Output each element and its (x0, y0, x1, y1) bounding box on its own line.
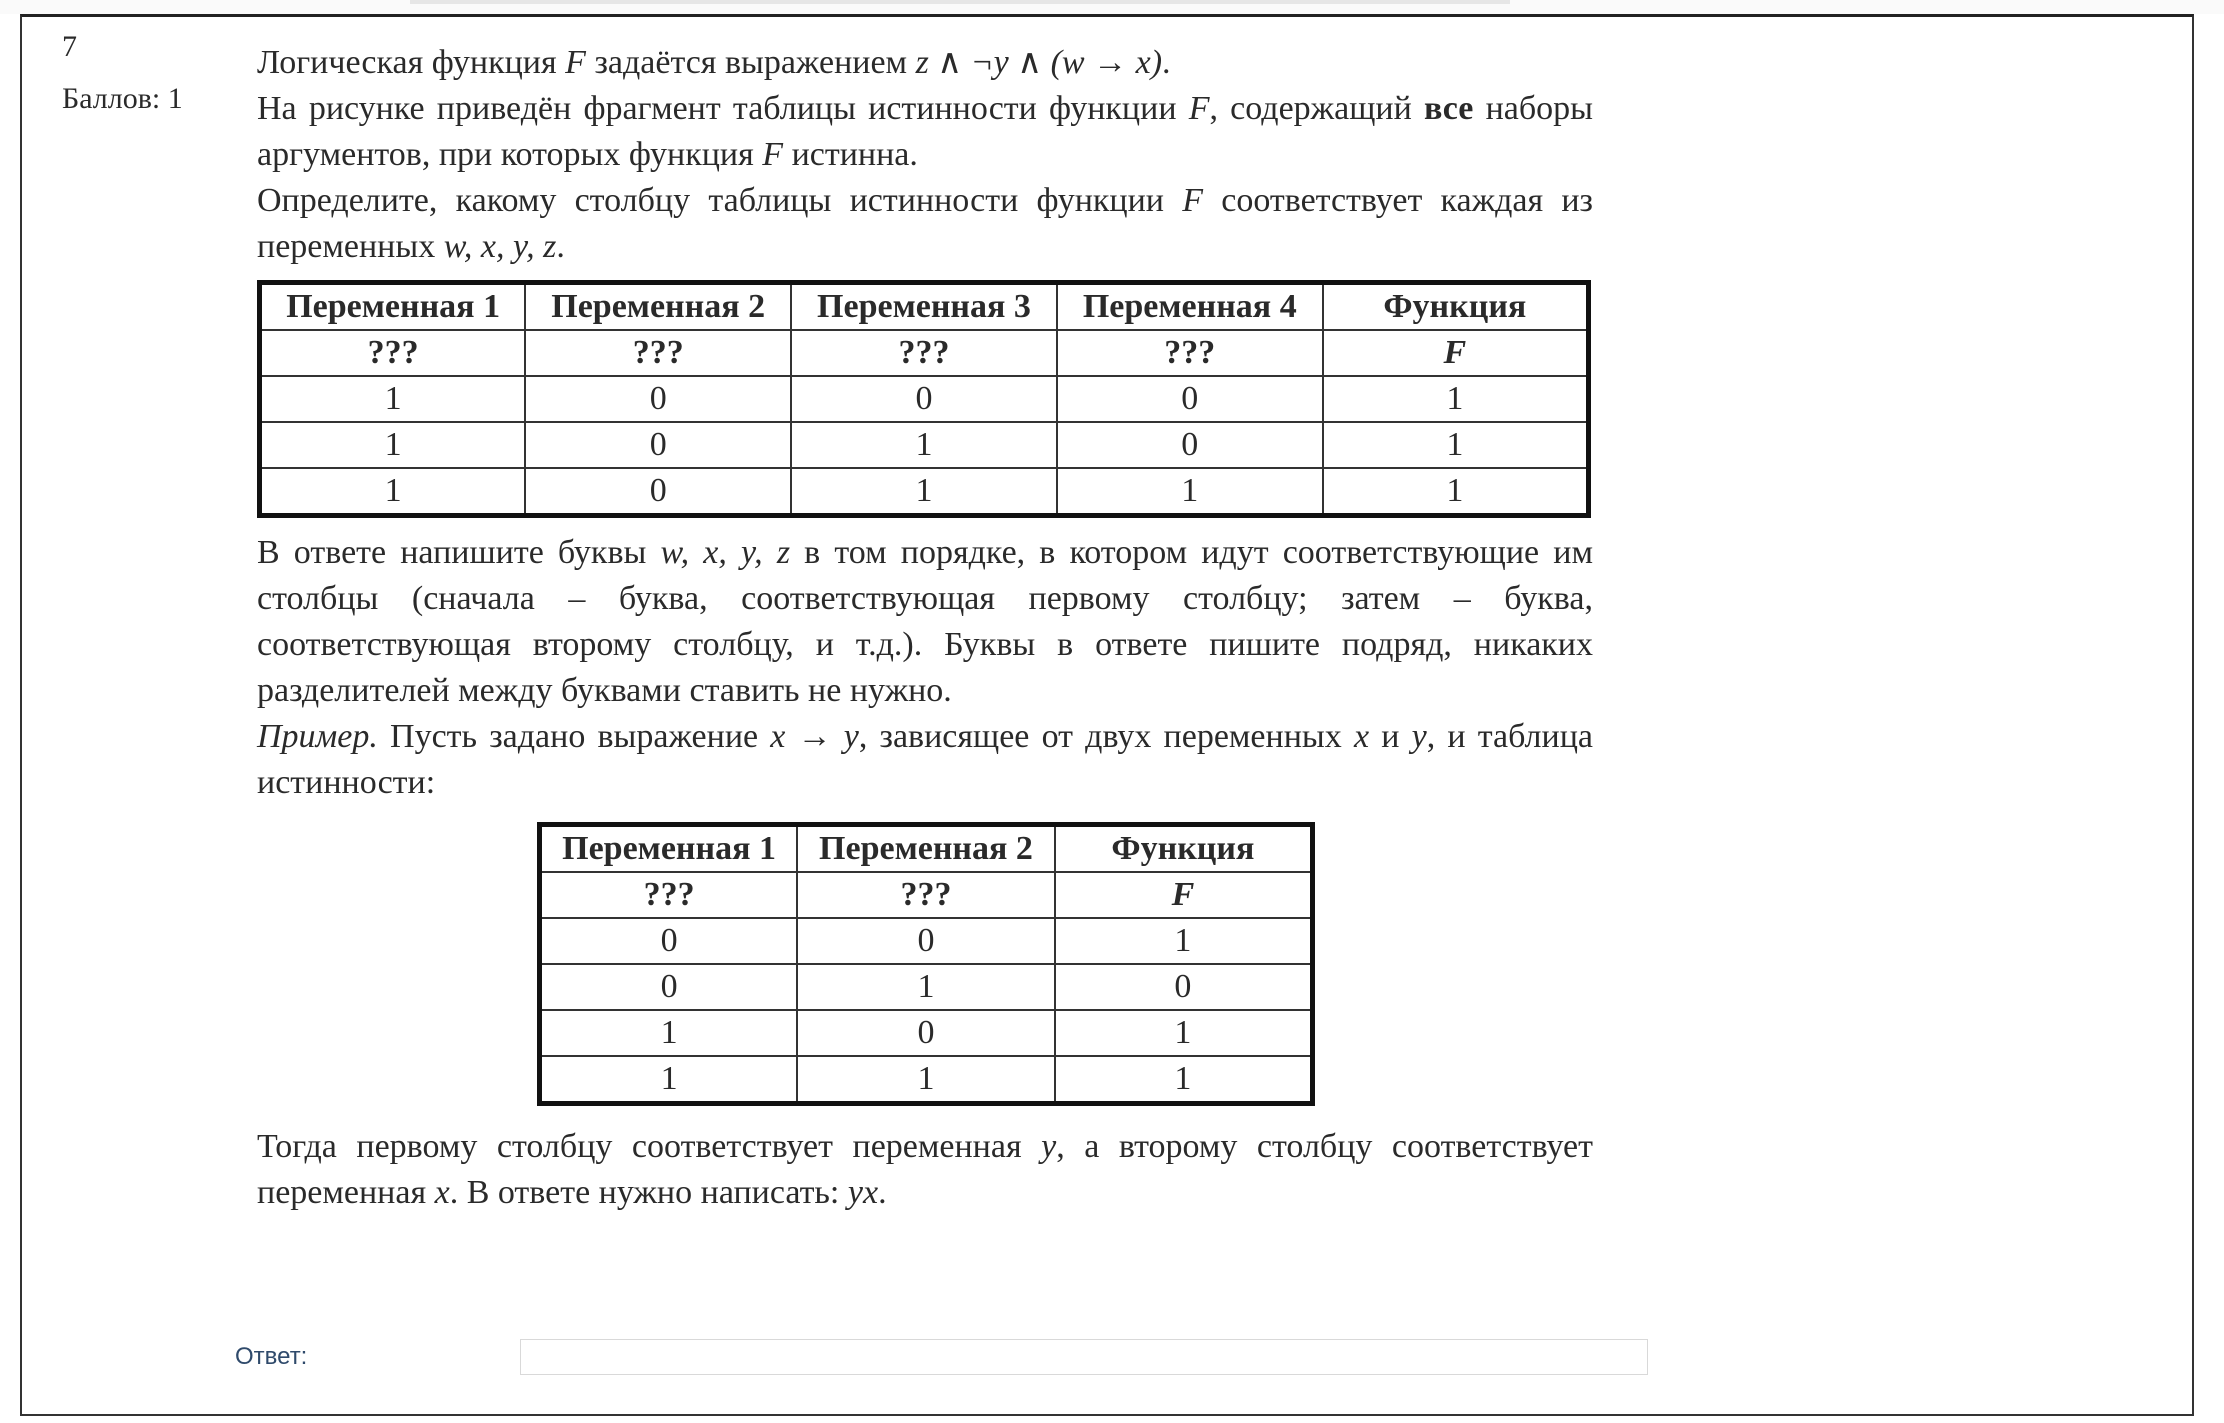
table-header: Переменная 2 (797, 825, 1055, 873)
table-cell: ??? (797, 872, 1055, 918)
table-cell: F (1323, 330, 1589, 376)
table-row (540, 918, 1313, 964)
table-cell: 0 (797, 1010, 1055, 1056)
example-text: Пример. Пусть задано выражение x → y, зависящее от двух переменных x и y, и таблица истинности: (257, 718, 1594, 801)
question-body (257, 40, 1593, 1216)
table-cell: 0 (797, 918, 1055, 964)
answer-label: Ответ: (235, 1343, 308, 1370)
question-number: 7 (62, 30, 77, 63)
table-cell: ??? (540, 872, 798, 918)
table-header: Функция (1323, 283, 1589, 331)
table-cell: 1 (1055, 918, 1313, 964)
table-cell: 1 (797, 1056, 1055, 1104)
table-cell: 1 (1323, 376, 1589, 422)
top-strip (0, 0, 2224, 14)
table-row (540, 1010, 1313, 1056)
table-cell: ??? (525, 330, 791, 376)
table-row (260, 422, 1589, 468)
conclusion: Тогда первому столбцу соответствует переменная y, а второму столбцу соответствует переменная x. В ответе нужно написать: yx. (257, 1128, 1593, 1211)
table-header: Переменная 4 (1057, 283, 1323, 331)
table-cell: ??? (1057, 330, 1323, 376)
example-truth-table (537, 822, 1315, 1106)
intro-line-1: Логическая функция F задаётся выражением z ∧ ¬y ∧ (w → x). (257, 44, 1171, 81)
table-cell: 0 (1057, 376, 1323, 422)
table-cell: 0 (525, 422, 791, 468)
truth-table (257, 280, 1591, 518)
table-cell: 1 (1055, 1010, 1313, 1056)
table-row (540, 1056, 1313, 1104)
table-cell: 1 (260, 422, 526, 468)
answer-input[interactable] (520, 1339, 1648, 1375)
table-cell: 1 (540, 1010, 798, 1056)
table-cell: 1 (791, 422, 1057, 468)
table-cell: 1 (1323, 468, 1589, 516)
intro-line-2: На рисунке приведён фрагмент таблицы истинности функции F, содержащий все наборы аргументов, при которых функция F истинна. (257, 90, 1594, 173)
table-header-row (260, 283, 1589, 331)
table-cell: 0 (525, 376, 791, 422)
table-cell: 1 (260, 376, 526, 422)
table-header: Переменная 1 (260, 283, 526, 331)
table-cell: 0 (1057, 422, 1323, 468)
table-cell: 1 (1323, 422, 1589, 468)
points-label: Баллов: 1 (62, 82, 183, 115)
table-cell: ??? (260, 330, 526, 376)
table-cell: 1 (797, 964, 1055, 1010)
table-row (540, 964, 1313, 1010)
table-row (260, 376, 1589, 422)
expression: z ∧ ¬y ∧ (w → x) (915, 44, 1163, 81)
intro-line-3: Определите, какому столбцу таблицы истинности функции F соответствует каждая из переменных w, x, y, z. (257, 182, 1593, 265)
table-cell: 0 (540, 918, 798, 964)
table-cell: F (1055, 872, 1313, 918)
table-cell: 1 (1055, 1056, 1313, 1104)
table-cell: 0 (791, 376, 1057, 422)
table-cell: 0 (540, 964, 798, 1010)
table-header: Функция (1055, 825, 1313, 873)
table-cell: 1 (260, 468, 526, 516)
table-row (260, 468, 1589, 516)
top-divider (410, 0, 1510, 4)
table-header: Переменная 2 (525, 283, 791, 331)
table-row (540, 872, 1313, 918)
table-cell: 1 (1057, 468, 1323, 516)
table-cell: 1 (540, 1056, 798, 1104)
table-cell: 0 (1055, 964, 1313, 1010)
table-cell: 1 (791, 468, 1057, 516)
table-header: Переменная 1 (540, 825, 798, 873)
table-row (260, 330, 1589, 376)
table-header-row (540, 825, 1313, 873)
table-cell: 0 (525, 468, 791, 516)
instructions: В ответе напишите буквы w, x, y, z в том порядке, в котором идут соответствующие им столбцы (сначала – буква, соответствующая первому столбцу; затем – буква, соответствующая второму столбцу, и т.д.). Буквы в ответе пишите подряд, никаких разделителей между буквами ставить не нужно. (257, 534, 1593, 709)
table-header: Переменная 3 (791, 283, 1057, 331)
table-cell: ??? (791, 330, 1057, 376)
